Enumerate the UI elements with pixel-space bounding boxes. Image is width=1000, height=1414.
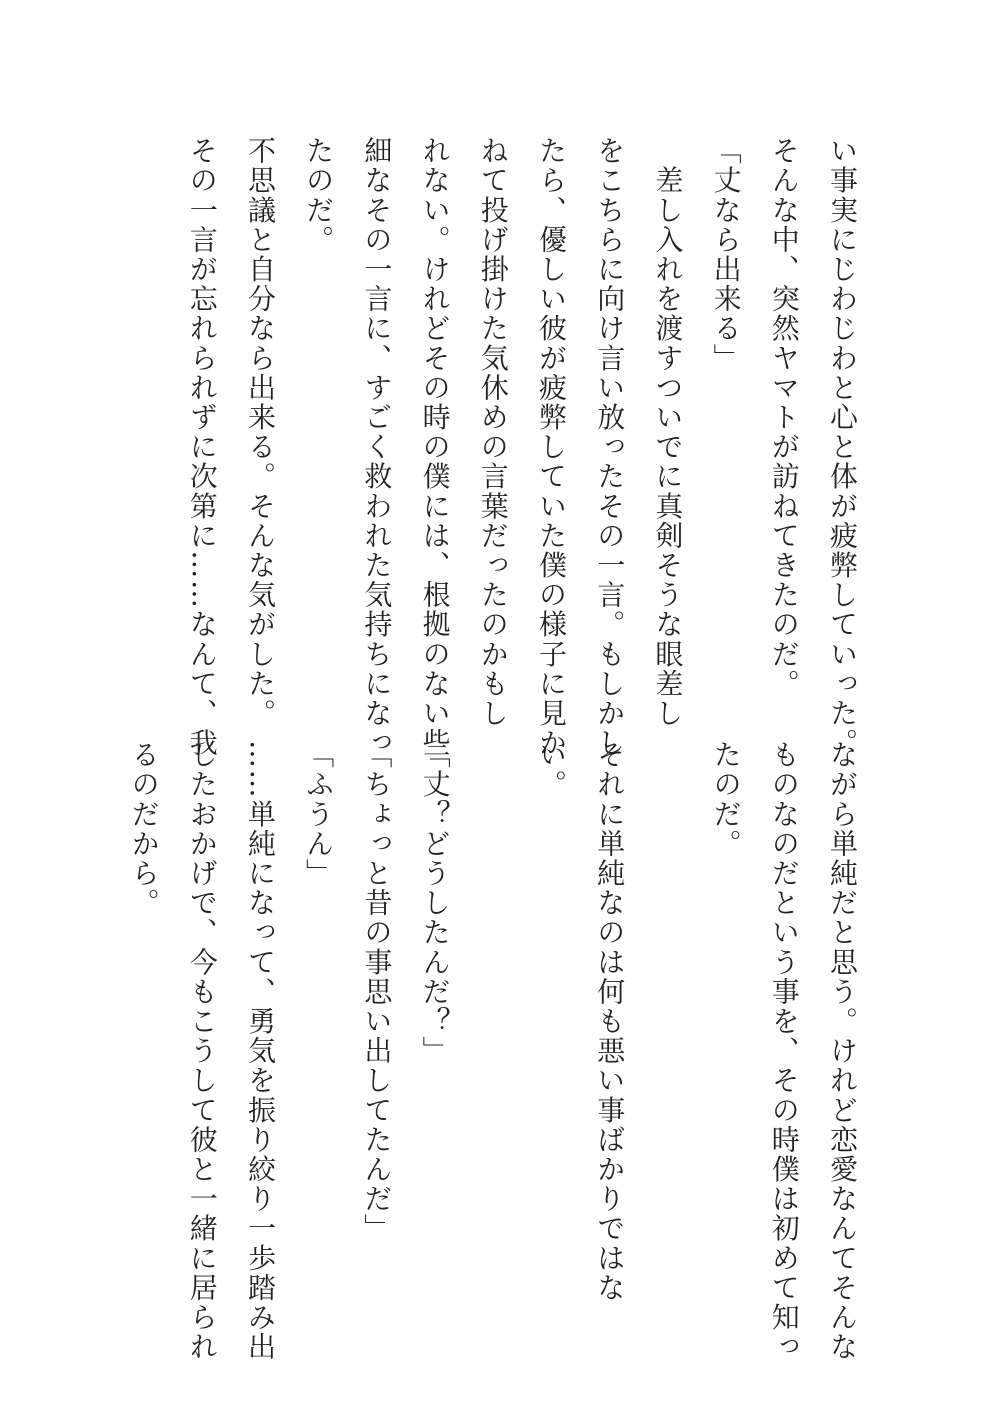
text-line: たのだ。: [709, 740, 743, 859]
text-line: ものなのだという事を、その時僕は初めて知っ: [767, 740, 801, 1362]
text-line: れない。けれどその時の僕には、根拠のない些: [418, 136, 452, 758]
text-line: たら、優しい彼が疲弊していた僕の様子に見か: [534, 136, 568, 758]
text-block-bottom: [127, 740, 871, 1362]
text-line: 細なその一言に、すごく救われた気持ちになっ: [360, 136, 394, 758]
text-line: い。: [534, 740, 568, 800]
text-line: ねて投げ掛けた気休めの言葉だったのかもし: [476, 136, 510, 728]
blank-line: [638, 740, 696, 1300]
text-line: たのだ。: [302, 136, 336, 255]
blank-line: [464, 740, 522, 1300]
text-line: 不思議と自分なら出来る。そんな気がした。: [243, 136, 277, 728]
text-line: い事実にじわじわと心と体が疲弊していった。: [826, 136, 859, 758]
text-line: その一言が忘れられずに次第に……なんて、我: [185, 136, 219, 758]
text-line: そんな中、突然ヤマトが訪ねてきたのだ。: [767, 136, 801, 699]
text-line: 差し入れを渡すついでに真剣そうな眼差し: [651, 136, 685, 728]
dialogue-line: 「ふうん」: [302, 740, 336, 888]
text-line: ながら単純だと思う。けれど恋愛なんてそんな: [826, 740, 859, 1362]
text-line: ……単純になって、勇気を振り絞り一歩踏み出: [243, 740, 277, 1362]
text-line: るのだから。: [127, 740, 161, 918]
dialogue-line: 「丈？どうしたんだ？」: [418, 740, 452, 1066]
text-line: 「丈なら出来る」: [709, 136, 743, 373]
text-line: をこちらに向け言い放ったその一言。もしかし: [593, 136, 627, 758]
text-block-top: [171, 136, 871, 758]
text-line: したおかげで、今もこうして彼と一緒に居られ: [185, 740, 219, 1362]
text-line: それに単純なのは何も悪い事ばかりではな: [593, 740, 627, 1303]
dialogue-line: 「ちょっと昔の事思い出してたんだ」: [360, 740, 394, 1244]
